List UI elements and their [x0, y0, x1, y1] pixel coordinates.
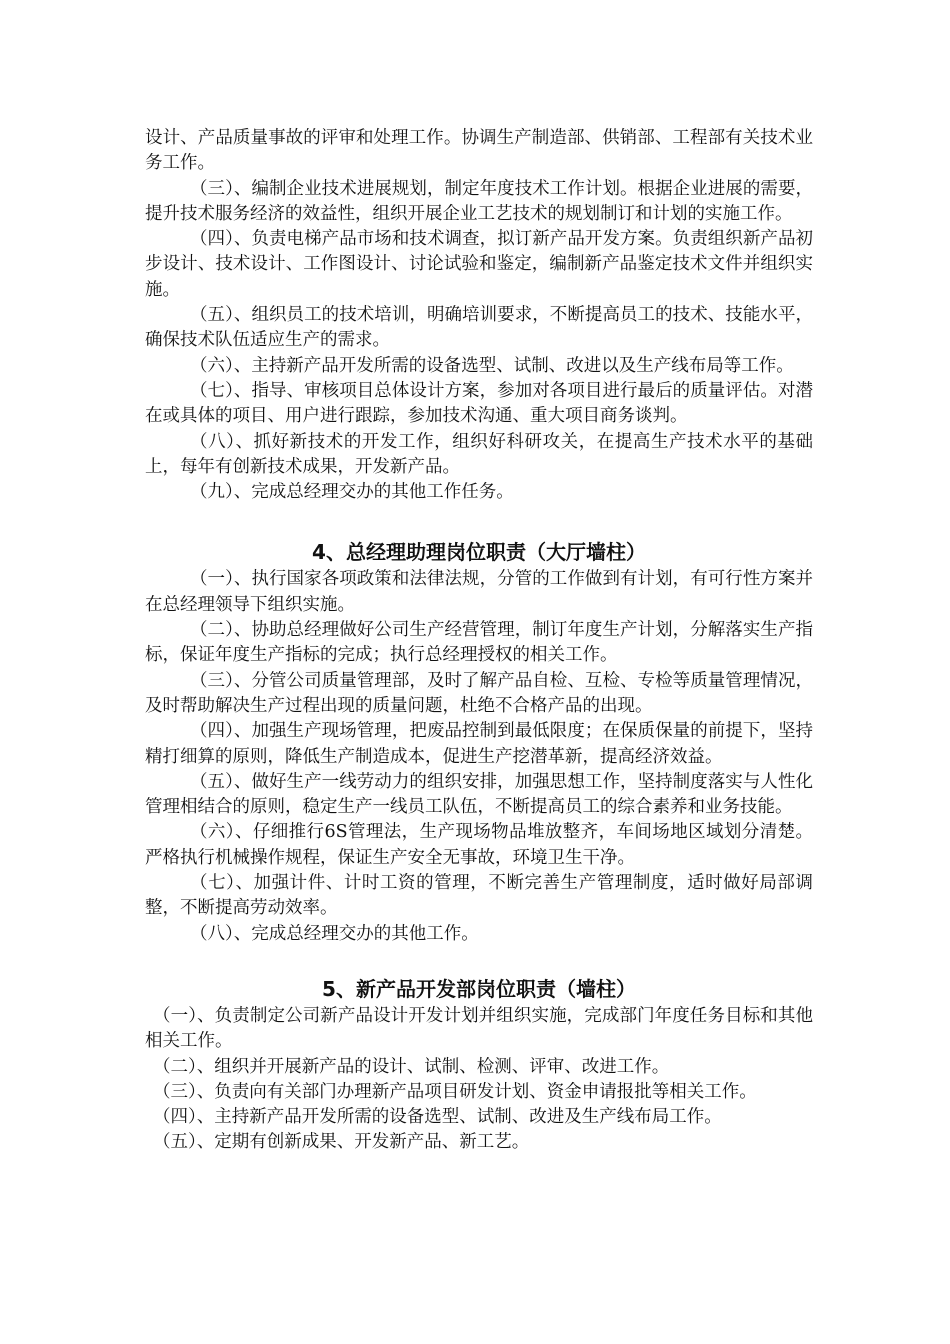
paragraph: （四）、主持新产品开发所需的设备选型、试制、改进及生产线布局工作。 [153, 1107, 722, 1128]
paragraph: （八）、完成总经理交办的其他工作。 [190, 923, 479, 944]
section-5-heading: 5、新产品开发部岗位职责（墙柱） [322, 976, 636, 1001]
paragraph: （四）、负责电梯产品市场和技术调查，拟订新产品开发方案。负责组织新产品初步设计、技术设计、工作图设计、讨论试验和鉴定，编制新产品鉴定技术文件并组织实施。 [145, 229, 813, 300]
paragraph: （七）、指导、审核项目总体设计方案，参加对各项目进行最后的质量评估。对潜在或具体的项目、用户进行跟踪，参加技术沟通、重大项目商务谈判。 [145, 380, 813, 427]
document-body [145, 126, 813, 1156]
paragraph: （六）、仔细推行6S管理法，生产现场物品堆放整齐，车间场地区域划分清楚。严格执行机械操作规程，保证生产安全无事故，环境卫生干净。 [145, 822, 813, 868]
paragraph: （二）、协助总经理做好公司生产经营管理，制订年度生产计划，分解落实生产指标，保证年度生产指标的完成；执行总经理授权的相关工作。 [145, 620, 813, 666]
paragraph: （二）、组织并开展新产品的设计、试制、检测、评审、改进工作。 [153, 1056, 670, 1077]
paragraph: （三）、负责向有关部门办理新产品项目研发计划、资金申请报批等相关工作。 [153, 1081, 757, 1102]
paragraph: （八）、抓好新技术的开发工作，组织好科研攻关，在提高生产技术水平的基础上，每年有创新技术成果，开发新产品。 [145, 431, 813, 477]
section-3-continuation [145, 126, 813, 505]
section-4-body [145, 567, 813, 946]
paragraph: （五）、定期有创新成果、开发新产品、新工艺。 [153, 1132, 530, 1153]
section-4-heading: 4、总经理助理岗位职责（大厅墙柱） [312, 540, 646, 565]
paragraph: （三）、编制企业技术进展规划，制定年度技术工作计划。根据企业进展的需要，提升技术服务经济的效益性，组织开展企业工艺技术的规划制订和计划的实施工作。 [145, 178, 813, 224]
paragraph: 设计、产品质量事故的评审和处理工作。协调生产制造部、供销部、工程部有关技术业务工作。 [145, 128, 813, 174]
paragraph: （六）、主持新产品开发所需的设备选型、试制、改进以及生产线布局等工作。 [190, 355, 794, 376]
paragraph: （四）、加强生产现场管理，把废品控制到最低限度；在保质保量的前提下，坚持精打细算的原则，降低生产制造成本，促进生产挖潜革新，提高经济效益。 [145, 721, 813, 767]
paragraph: （九）、完成总经理交办的其他工作任务。 [190, 482, 514, 503]
paragraph: （三）、分管公司质量管理部，及时了解产品自检、互检、专检等质量管理情况，及时帮助解决生产过程出现的质量问题，杜绝不合格产品的出现。 [145, 670, 813, 716]
paragraph: （五）、组织员工的技术培训，明确培训要求，不断提高员工的技术、技能水平，确保技术队伍适应生产的需求。 [145, 305, 813, 351]
section-5-body [145, 1004, 813, 1156]
paragraph: （七）、加强计件、计时工资的管理，不断完善生产管理制度，适时做好局部调整，不断提高劳动效率。 [145, 873, 813, 919]
paragraph: （一）、执行国家各项政策和法律法规，分管的工作做到有计划，有可行性方案并在总经理领导下组织实施。 [145, 569, 813, 615]
paragraph: （一）、负责制定公司新产品设计开发计划并组织实施，完成部门年度任务目标和其他相关工作。 [145, 1005, 813, 1052]
paragraph: （五）、做好生产一线劳动力的组织安排，加强思想工作，坚持制度落实与人性化管理相结合的原则，稳定生产一线员工队伍，不断提高员工的综合素养和业务技能。 [145, 771, 813, 818]
